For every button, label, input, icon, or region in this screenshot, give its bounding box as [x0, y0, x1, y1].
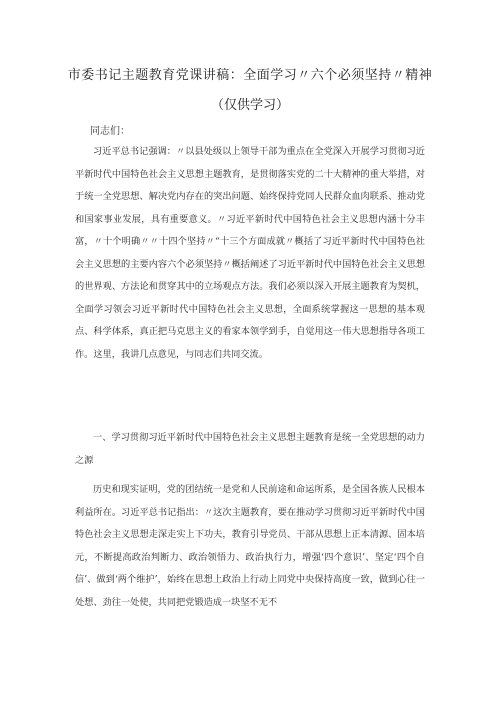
paragraph-section-1: 历史和现实证明，党的团结统一是党和人民前途和命运所系，是全国各族人民根本利益所在。习近平总书记指出：〃这次主题教育，要在推动学习贯彻习近平新时代中国特色社会主义思想走深走实上下功夫，教育引导党员、干部从思想上正本清源、固本培元，不断提高政治判断力、政治领悟力、政治执行力，增强‘四个意识’、坚定‘四个自信’、做到‘两个维护’，始终在思想上政治上行动上同党中央保持高度一致，做到心往一处想、劲往一处使，共同把党锻造成一块坚不无不 [75, 484, 425, 608]
document-title: 市委书记主题教育党课讲稿：全面学习〃六个必须坚持〃精神 [67, 68, 433, 83]
paragraph-intro: 习近平总书记强调：〃以县处级以上领导干部为重点在全党深入开展学习贯彻习近平新时代中国特色社会主义思想主题教育，是贯彻落实党的二十大精神的重大举措，对于统一全党思想、解决党内存在的突出问题、始终保持党同人民群众血肉联系、推动党和国家事业发展，具有重要意义。〃习近平新时代中国特色社会主义思想内涵十分丰富，〃十个明确〃〃十四个坚持〃“十三个方面成就〃概括了习近平新时代中国特色社会主义思想的主要内容六个必须坚持〃概括阐述了习近平新时代中国特色社会主义思想的世界观、方法论和贯穿其中的立场观点方法。我们必须以深入开展主题教育为契机，全面学习领会习近平新时代中国特色社会主义思想，全面系统掌握这一思想的基本观点、科学体系，真正把马克思主义的看家本领学到手，自觉用这一伟大思想指导各项工作。这里，我讲几点意见，与同志们共同交流。 [75, 146, 425, 360]
section-heading-1: 一、学习贯彻习近平新时代中国特色社会主义思想主题教育是统一全党思想的动力之源 [75, 432, 425, 466]
document-subtitle: （仅供学习） [210, 98, 289, 113]
salutation: 同志们： [90, 126, 130, 137]
